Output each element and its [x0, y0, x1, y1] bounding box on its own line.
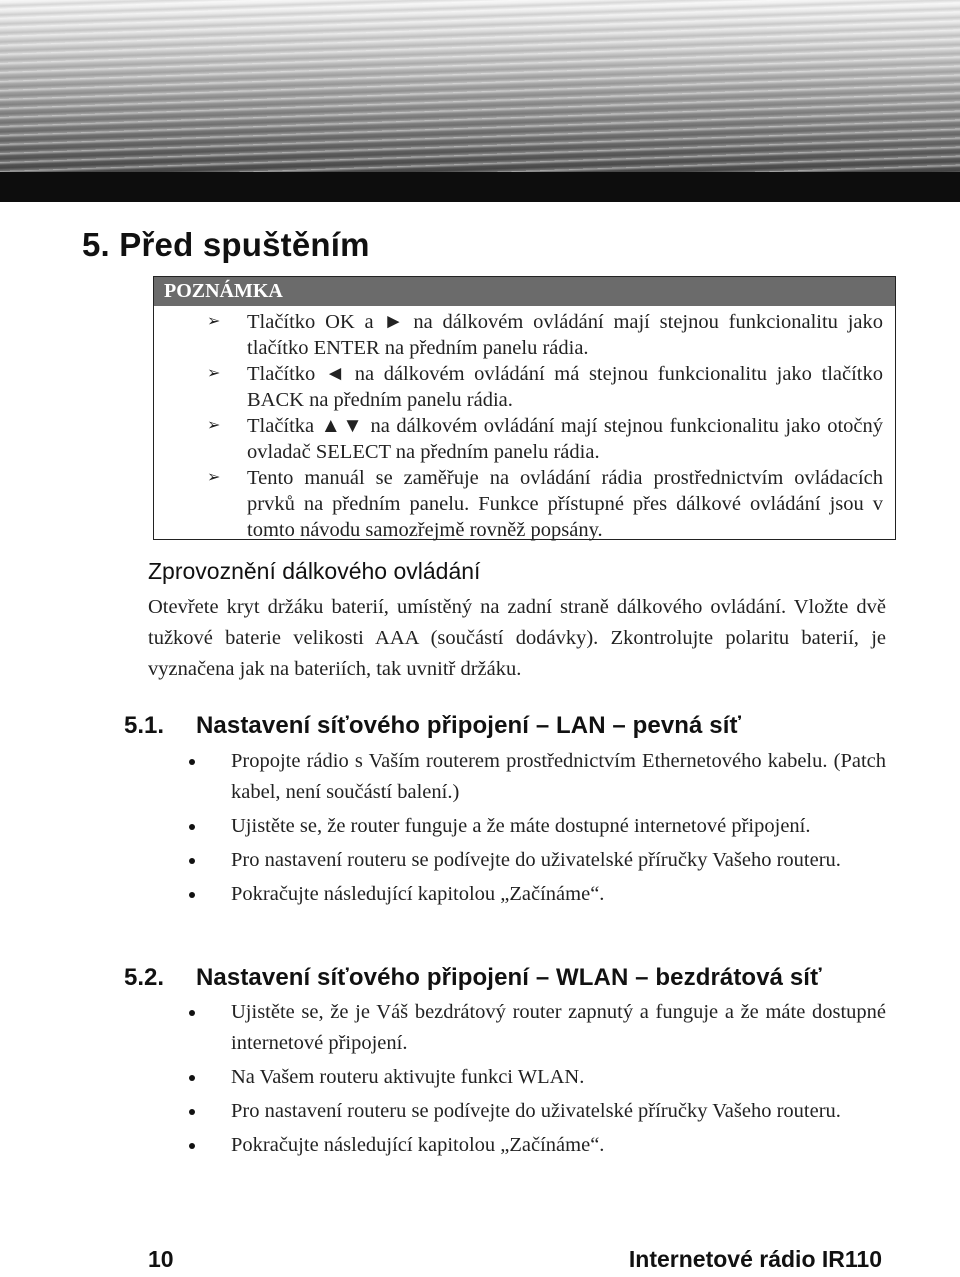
bullet-dot-icon — [189, 892, 195, 898]
list-item-text: Propojte rádio s Vaším routerem prostřednictvím Ethernetového kabelu. (Patch kabel, není součástí balení.) — [231, 750, 886, 803]
bullet-dot-icon — [189, 1143, 195, 1149]
list-item-text: Ujistěte se, že je Váš bezdrátový router zapnutý a funguje a že máte dostupné internetové připojení. — [231, 1001, 886, 1054]
bullet-dot-icon — [189, 1109, 195, 1115]
lan-list — [0, 746, 960, 913]
note-item-text: Tento manuál se zaměřuje na ovládání rádia prostřednictvím ovládacích prvků na předním panelu. Funkce přístupné přes dálkové ovládání jsou v tomto návodu samozřejmě rovněž popsány. — [247, 467, 883, 541]
wlan-section-title: Nastavení síťového připojení – WLAN – bezdrátová síť — [196, 964, 822, 991]
list-item-text: Pro nastavení routeru se podívejte do uživatelské příručky Vašeho routeru. — [231, 849, 841, 871]
arrow-bullet-icon: ➢ — [207, 313, 221, 330]
page-number: 10 — [148, 1246, 174, 1272]
header-dark-stripe — [0, 172, 960, 202]
note-item — [154, 465, 895, 543]
lan-section-number: 5.1. — [124, 712, 165, 739]
note-item-text: Tlačítko OK a ► na dálkovém ovládání mají stejnou funkcionalitu jako tlačítko ENTER na předním panelu rádia. — [247, 311, 883, 359]
remote-heading: Zprovoznění dálkového ovládání — [148, 558, 481, 584]
arrow-bullet-icon: ➢ — [207, 417, 221, 434]
lan-section-title: Nastavení síťového připojení – LAN – pevná síť — [196, 712, 742, 739]
footer-product-title: Internetové rádio IR110 — [628, 1246, 882, 1272]
list-item — [0, 1062, 886, 1093]
list-item-text: Pro nastavení routeru se podívejte do uživatelské příručky Vašeho routeru. — [231, 1100, 841, 1122]
note-list — [154, 306, 895, 543]
list-item — [0, 1130, 886, 1161]
note-item — [154, 361, 895, 413]
header-band — [0, 0, 960, 172]
section-title: 5. Před spuštěním — [82, 226, 370, 263]
list-item — [0, 811, 886, 842]
bullet-dot-icon — [189, 1075, 195, 1081]
list-item-text: Ujistěte se, že router funguje a že máte dostupné internetové připojení. — [231, 815, 811, 837]
arrow-bullet-icon: ➢ — [207, 469, 221, 486]
list-item-text: Pokračujte následující kapitolou „Začínáme“. — [231, 1134, 605, 1156]
bullet-dot-icon — [189, 858, 195, 864]
bullet-dot-icon — [189, 1010, 195, 1016]
note-item — [154, 413, 895, 465]
list-item — [0, 879, 886, 910]
list-item — [0, 845, 886, 876]
list-item-text: Na Vašem routeru aktivujte funkci WLAN. — [231, 1066, 585, 1088]
note-box — [153, 276, 896, 540]
remote-paragraph: Otevřete kryt držáku baterií, umístěný na zadní straně dálkového ovládání. Vložte dvě tužkové baterie velikosti AAA (součástí dodávky). Zkontrolujte polaritu baterií, je vyznačena jak na bateriích, tak uvnitř držáku. — [148, 596, 886, 680]
list-item — [0, 1096, 886, 1127]
bullet-dot-icon — [189, 759, 195, 765]
note-item-text: Tlačítko ◄ na dálkovém ovládání má stejnou funkcionalitu jako tlačítko BACK na předním panelu rádia. — [247, 363, 883, 411]
list-item — [0, 997, 886, 1059]
arrow-bullet-icon: ➢ — [207, 365, 221, 382]
wlan-section-number: 5.2. — [124, 964, 165, 991]
list-item — [0, 746, 886, 808]
note-item-text: Tlačítka ▲▼ na dálkovém ovládání mají stejnou funkcionalitu jako otočný ovladač SELECT na předním panelu rádia. — [247, 415, 883, 463]
bullet-dot-icon — [189, 824, 195, 830]
note-item — [154, 309, 895, 361]
note-heading: POZNÁMKA — [154, 277, 895, 306]
list-item-text: Pokračujte následující kapitolou „Začínáme“. — [231, 883, 605, 905]
wlan-list — [0, 997, 960, 1164]
